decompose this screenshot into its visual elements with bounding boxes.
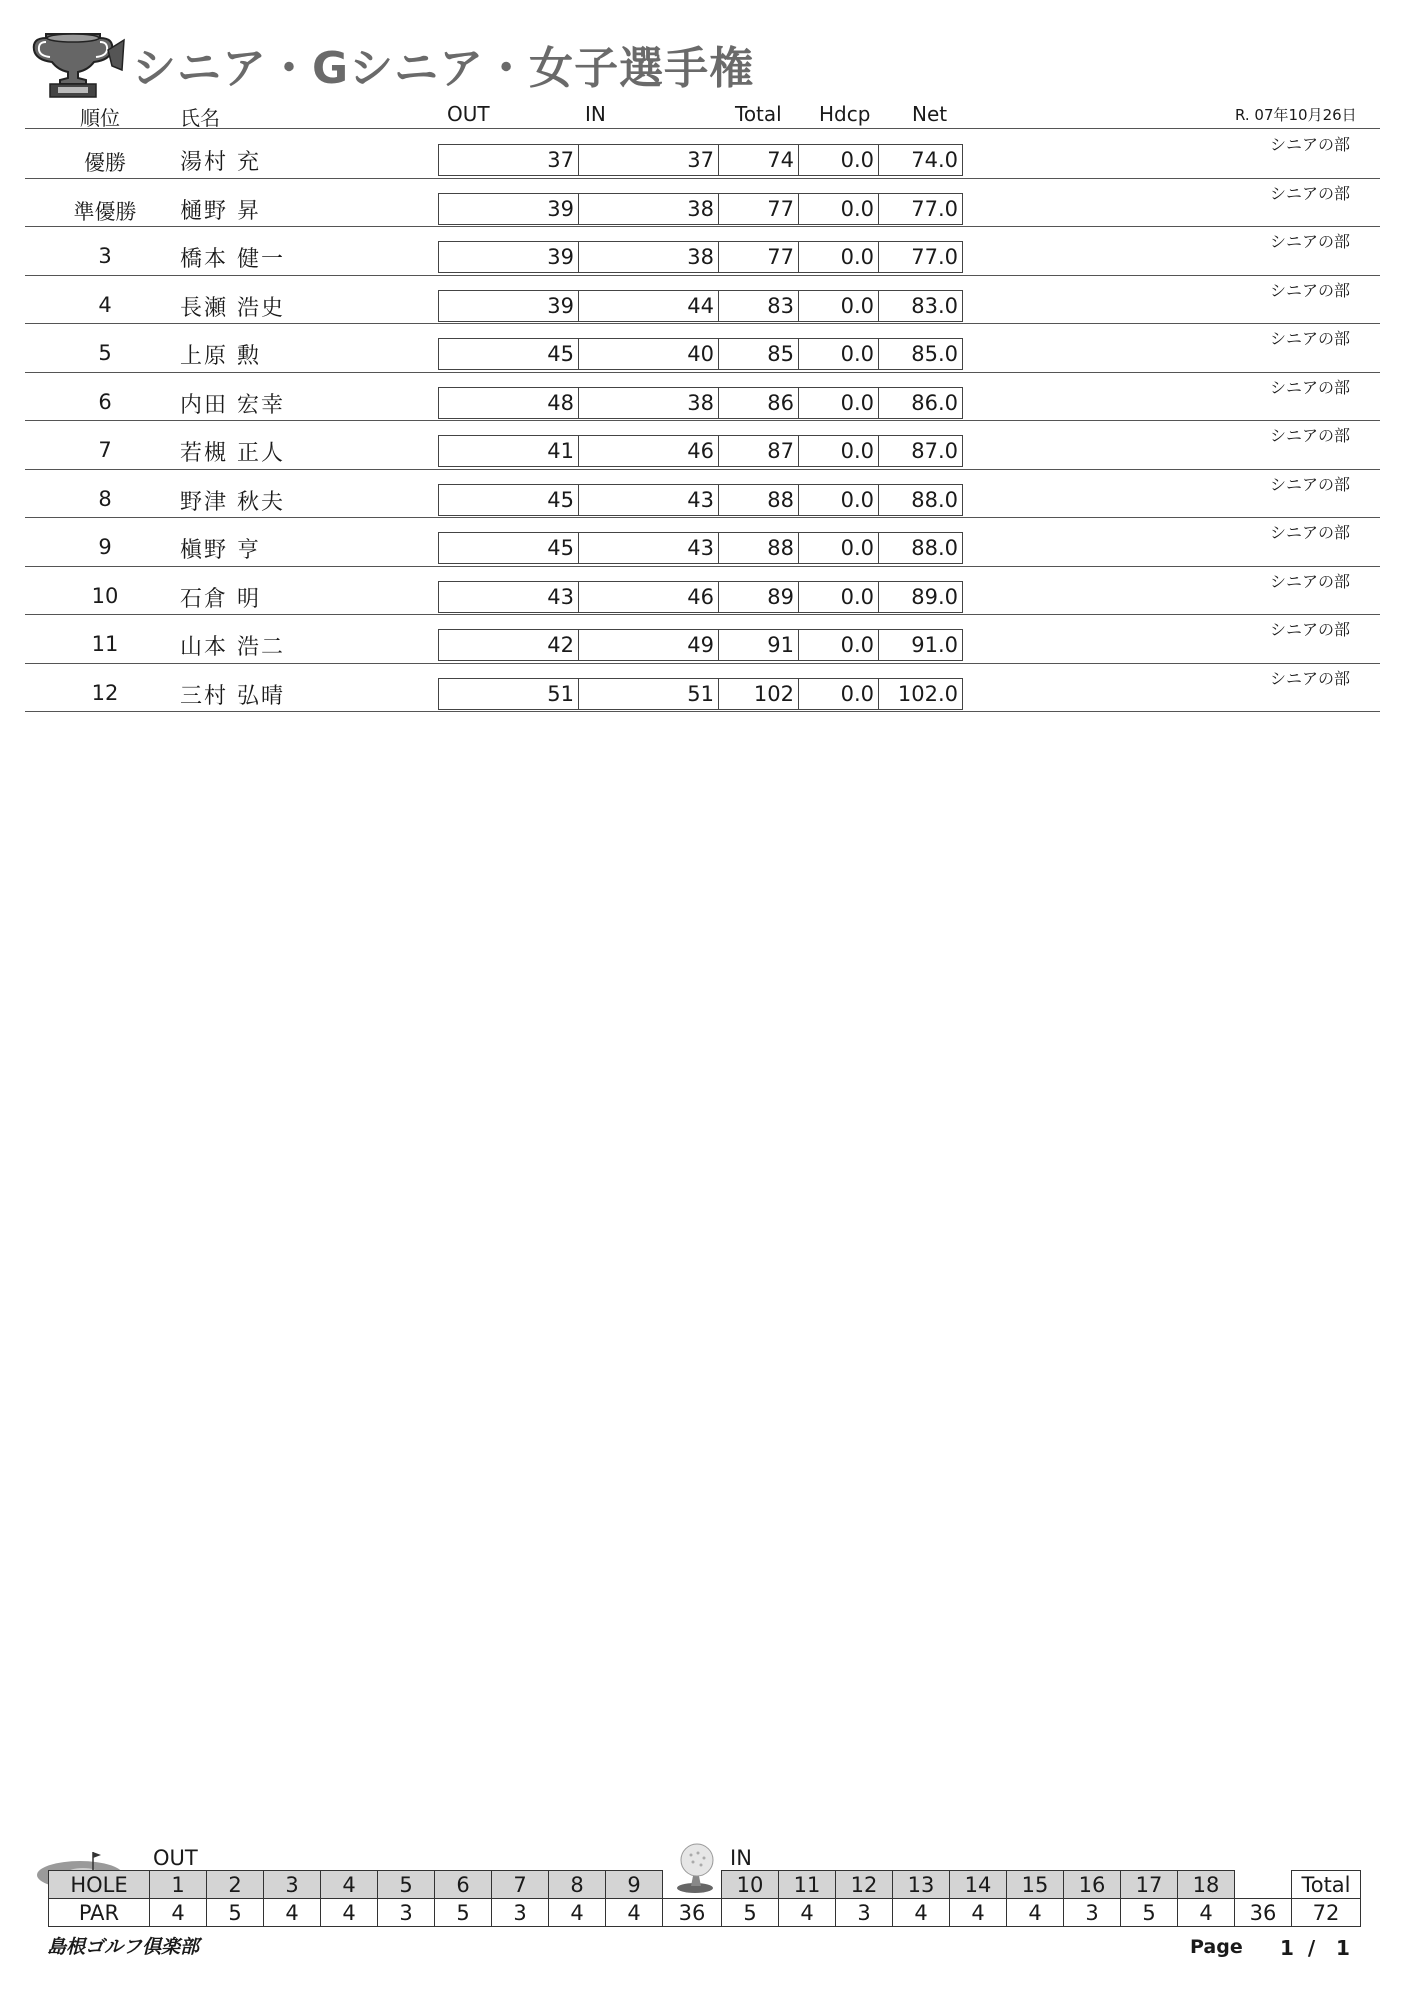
par-value: 4 <box>779 1899 836 1927</box>
hole-number: 10 <box>722 1871 779 1899</box>
score-total: 86 <box>719 388 799 418</box>
result-row <box>25 567 1380 616</box>
par-value: 4 <box>950 1899 1007 1927</box>
club-name: 島根ゴルフ倶楽部 <box>47 1936 200 1958</box>
hole-number: 11 <box>779 1871 836 1899</box>
hole-number: 18 <box>1178 1871 1235 1899</box>
par-value: 5 <box>207 1899 264 1927</box>
par-label: PAR <box>49 1899 150 1927</box>
rank: 11 <box>91 632 119 656</box>
hole-number: 17 <box>1121 1871 1178 1899</box>
score-out: 48 <box>439 388 579 418</box>
score-total: 89 <box>719 582 799 612</box>
score-box <box>438 338 963 370</box>
score-hdcp: 0.0 <box>799 436 879 466</box>
score-hdcp: 0.0 <box>799 679 879 709</box>
player-name: 野津 秋夫 <box>180 489 285 515</box>
score-net: 102.0 <box>897 681 958 706</box>
score-net: 87.0 <box>911 439 958 463</box>
results-header <box>25 100 1380 129</box>
score-net: 77.0 <box>911 245 958 269</box>
score-in: 38 <box>579 194 719 224</box>
hole-number: 3 <box>264 1871 321 1899</box>
score-out: 45 <box>439 533 579 563</box>
score-net: 85.0 <box>911 342 958 366</box>
rank: 10 <box>91 583 119 608</box>
header-net: Net <box>912 102 948 126</box>
category-label: シニアの部 <box>1269 280 1350 300</box>
score-hdcp: 0.0 <box>799 582 879 612</box>
score-net: 74.0 <box>911 148 958 172</box>
score-total: 74 <box>719 145 799 175</box>
par-value: 4 <box>150 1899 207 1927</box>
score-in: 46 <box>579 436 719 466</box>
score-out: 42 <box>439 630 579 660</box>
player-name: 内田 宏幸 <box>180 392 285 418</box>
score-in: 44 <box>579 291 719 321</box>
score-box <box>438 678 963 710</box>
header-out: OUT <box>447 102 490 126</box>
score-hdcp: 0.0 <box>799 194 879 224</box>
result-row <box>25 373 1380 422</box>
result-row <box>25 276 1380 325</box>
header-hdcp: Hdcp <box>819 102 871 126</box>
par-table <box>48 1870 1361 1927</box>
par-value: 5 <box>1121 1899 1178 1927</box>
score-box <box>438 629 963 661</box>
result-row <box>25 130 1380 179</box>
hole-row <box>49 1871 1361 1899</box>
par-value: 5 <box>722 1899 779 1927</box>
rank: 3 <box>98 244 112 268</box>
out-label: OUT <box>153 1846 198 1870</box>
score-in: 38 <box>579 388 719 418</box>
score-net: 88.0 <box>911 536 958 560</box>
par-value: 4 <box>606 1899 663 1927</box>
header-name: 氏名 <box>180 106 220 130</box>
player-name: 山本 浩二 <box>180 635 285 660</box>
score-hdcp: 0.0 <box>799 485 879 515</box>
result-row <box>25 615 1380 664</box>
page-current: 1 <box>1280 1936 1294 1960</box>
category-label: シニアの部 <box>1269 377 1350 397</box>
player-name: 三村 弘晴 <box>180 683 285 709</box>
total-label: Total <box>1292 1871 1361 1899</box>
hole-number: 8 <box>549 1871 606 1899</box>
hole-number: 5 <box>378 1871 435 1899</box>
result-row <box>25 179 1380 228</box>
par-value: 4 <box>321 1899 378 1927</box>
event-date: R. 07年10月26日 <box>1235 106 1357 124</box>
score-in: 51 <box>579 679 719 709</box>
result-row <box>25 227 1380 276</box>
rank: 5 <box>98 341 112 365</box>
score-hdcp: 0.0 <box>799 630 879 660</box>
score-in: 37 <box>579 145 719 175</box>
category-label: シニアの部 <box>1269 232 1350 251</box>
score-total: 83 <box>719 291 799 321</box>
in-par-total: 36 <box>1235 1899 1292 1927</box>
hole-number: 15 <box>1007 1871 1064 1899</box>
grand-par-total: 72 <box>1292 1899 1361 1927</box>
score-box <box>438 387 963 419</box>
result-row <box>25 421 1380 470</box>
hole-number: 7 <box>492 1871 549 1899</box>
rank: 準優勝 <box>73 199 137 224</box>
score-out: 39 <box>439 291 579 321</box>
score-total: 91 <box>719 630 799 660</box>
par-value: 4 <box>549 1899 606 1927</box>
score-box <box>438 290 963 322</box>
rank: 12 <box>91 680 119 705</box>
score-box <box>438 241 963 273</box>
hole-number: 13 <box>893 1871 950 1899</box>
hole-number: 16 <box>1064 1871 1121 1899</box>
score-total: 88 <box>719 485 799 515</box>
out-par-total: 36 <box>663 1899 722 1927</box>
score-net: 77.0 <box>911 196 958 221</box>
rank: 優勝 <box>84 151 126 175</box>
category-label: シニアの部 <box>1269 426 1350 445</box>
score-out: 37 <box>439 145 579 175</box>
category-label: シニアの部 <box>1269 474 1350 494</box>
header-rank: 順位 <box>80 106 120 130</box>
score-total: 85 <box>719 339 799 369</box>
hole-number: 6 <box>435 1871 492 1899</box>
player-name: 湯村 充 <box>180 150 261 175</box>
par-value: 4 <box>264 1899 321 1927</box>
score-out: 51 <box>439 679 579 709</box>
score-out: 45 <box>439 485 579 515</box>
hole-number: 2 <box>207 1871 264 1899</box>
score-total: 77 <box>719 194 799 224</box>
category-label: シニアの部 <box>1269 571 1350 591</box>
result-row <box>25 324 1380 373</box>
par-value: 3 <box>378 1899 435 1927</box>
score-in: 43 <box>579 533 719 563</box>
score-net: 89.0 <box>911 584 958 609</box>
score-hdcp: 0.0 <box>799 242 879 272</box>
par-value: 4 <box>1007 1899 1064 1927</box>
title-area <box>28 30 755 100</box>
score-in: 38 <box>579 242 719 272</box>
header-in: IN <box>585 102 606 126</box>
rank: 7 <box>98 438 112 462</box>
page-total: 1 <box>1336 1936 1350 1960</box>
header-total: Total <box>735 102 782 126</box>
score-net: 86.0 <box>911 390 958 415</box>
category-label: シニアの部 <box>1269 620 1350 639</box>
hole-number: 12 <box>836 1871 893 1899</box>
page-indicator: 1 / 1 <box>1280 1936 1350 1960</box>
score-total: 87 <box>719 436 799 466</box>
score-hdcp: 0.0 <box>799 533 879 563</box>
trophy-icon <box>28 30 128 100</box>
score-in: 49 <box>579 630 719 660</box>
score-box <box>438 435 963 467</box>
par-row <box>49 1899 1361 1927</box>
score-out: 39 <box>439 242 579 272</box>
player-name: 上原 勲 <box>180 344 261 369</box>
score-out: 41 <box>439 436 579 466</box>
results-list <box>25 130 1380 712</box>
score-net: 91.0 <box>911 633 958 657</box>
player-name: 若槻 正人 <box>180 441 285 466</box>
score-net: 83.0 <box>911 293 958 318</box>
par-value: 3 <box>836 1899 893 1927</box>
score-hdcp: 0.0 <box>799 388 879 418</box>
score-hdcp: 0.0 <box>799 339 879 369</box>
rank: 9 <box>98 535 112 559</box>
score-box <box>438 193 963 225</box>
score-in: 40 <box>579 339 719 369</box>
result-row <box>25 664 1380 713</box>
score-out: 43 <box>439 582 579 612</box>
par-value: 5 <box>435 1899 492 1927</box>
hole-label: HOLE <box>49 1871 150 1899</box>
score-box <box>438 581 963 613</box>
hole-number: 1 <box>150 1871 207 1899</box>
score-hdcp: 0.0 <box>799 291 879 321</box>
score-total: 102 <box>719 679 799 709</box>
category-label: シニアの部 <box>1269 329 1350 348</box>
score-in: 43 <box>579 485 719 515</box>
score-out: 39 <box>439 194 579 224</box>
score-box <box>438 532 963 564</box>
category-label: シニアの部 <box>1269 183 1350 203</box>
score-box <box>438 144 963 176</box>
result-row <box>25 470 1380 519</box>
category-label: シニアの部 <box>1269 668 1350 688</box>
rank: 8 <box>98 486 112 511</box>
score-box <box>438 484 963 516</box>
player-name: 長瀬 浩史 <box>180 295 285 321</box>
category-label: シニアの部 <box>1269 523 1350 542</box>
rank: 6 <box>98 389 112 414</box>
par-value: 4 <box>893 1899 950 1927</box>
category-label: シニアの部 <box>1269 135 1350 154</box>
par-value: 3 <box>1064 1899 1121 1927</box>
hole-number: 14 <box>950 1871 1007 1899</box>
score-hdcp: 0.0 <box>799 145 879 175</box>
player-name: 樋野 昇 <box>180 198 261 224</box>
course-scorecard <box>25 1830 1385 1960</box>
score-total: 77 <box>719 242 799 272</box>
result-row <box>25 518 1380 567</box>
score-out: 45 <box>439 339 579 369</box>
page-label: Page <box>1190 1936 1243 1958</box>
score-total: 88 <box>719 533 799 563</box>
hole-number: 9 <box>606 1871 663 1899</box>
player-name: 槇野 亨 <box>180 538 261 563</box>
page-title: シニア・Gシニア・女子選手権 <box>132 43 755 94</box>
score-in: 46 <box>579 582 719 612</box>
par-value: 4 <box>1178 1899 1235 1927</box>
score-net: 88.0 <box>911 487 958 512</box>
par-value: 3 <box>492 1899 549 1927</box>
hole-number: 4 <box>321 1871 378 1899</box>
player-name: 石倉 明 <box>180 586 261 612</box>
player-name: 橋本 健一 <box>180 247 285 272</box>
rank: 4 <box>98 292 112 317</box>
in-label: IN <box>730 1846 752 1870</box>
